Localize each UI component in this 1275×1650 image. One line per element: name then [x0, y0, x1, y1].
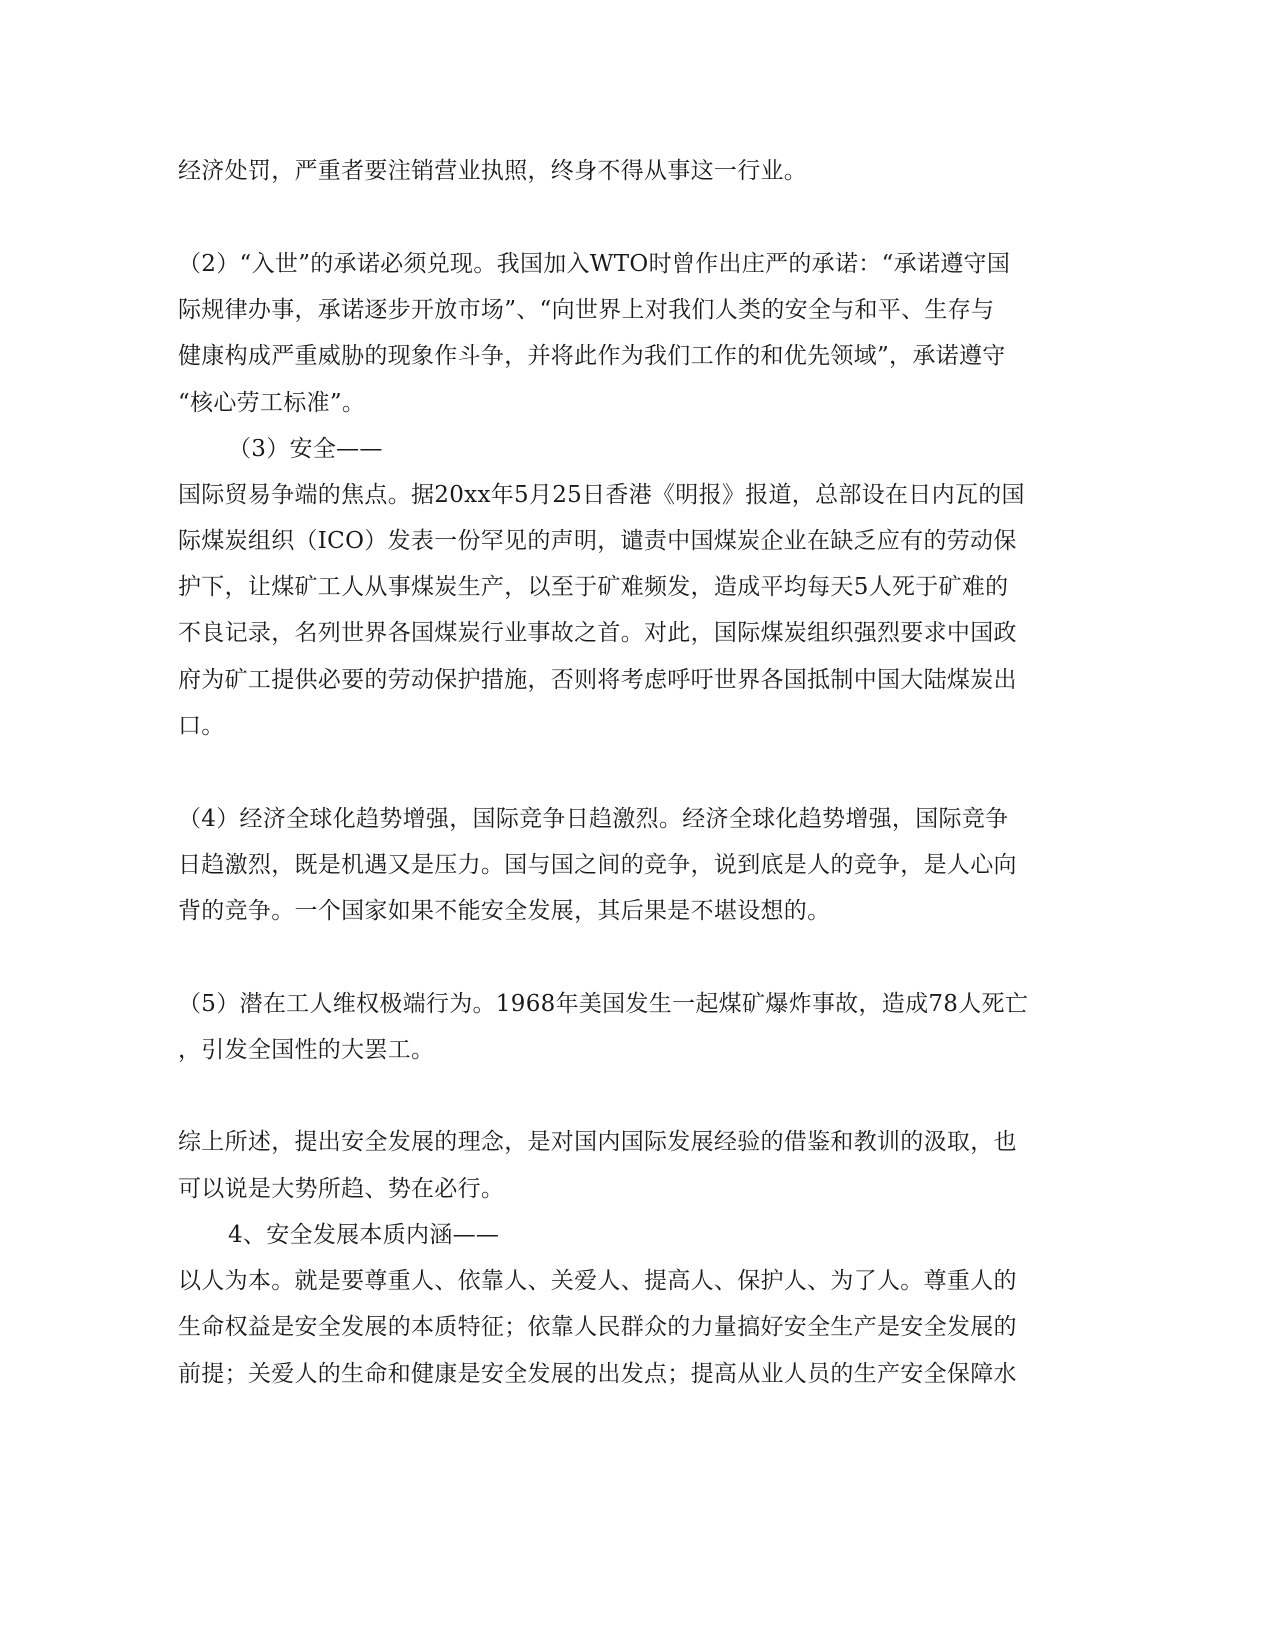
text-line: 府为矿工提供必要的劳动保护措施，否则将考虑呼吁世界各国抵制中国大陆煤炭出	[178, 667, 1017, 693]
section-heading: 4、安全发展本质内涵——	[228, 1222, 500, 1248]
text-line: 口。	[178, 713, 225, 739]
text-line: （2）“入世”的承诺必须兑现。我国加入WTO时曾作出庄严的承诺：“承诺遵守国	[178, 251, 1011, 277]
text-line: 不良记录，名列世界各国煤炭行业事故之首。对此，国际煤炭组织强烈要求中国政	[178, 620, 1017, 646]
text-line: 生命权益是安全发展的本质特征；依靠人民群众的力量搞好安全生产是安全发展的	[178, 1314, 1017, 1340]
text-line: “核心劳工标准”。	[178, 390, 366, 416]
text-line: 经济处罚，严重者要注销营业执照，终身不得从事这一行业。	[178, 158, 808, 184]
text-line: 日趋激烈，既是机遇又是压力。国与国之间的竞争，说到底是人的竞争，是人心向	[178, 852, 1017, 878]
text-line: 前提；关爱人的生命和健康是安全发展的出发点；提高从业人员的生产安全保障水	[178, 1361, 1017, 1387]
section-heading: （3）安全——	[228, 436, 383, 462]
text-line: （5）潜在工人维权极端行为。1968年美国发生一起煤矿爆炸事故，造成78人死亡	[178, 991, 1029, 1017]
text-line: ，引发全国性的大罢工。	[178, 1037, 435, 1063]
text-line: 际规律办事，承诺逐步开放市场”、“向世界上对我们人类的安全与和平、生存与	[178, 297, 995, 323]
text-line: 背的竞争。一个国家如果不能安全发展，其后果是不堪设想的。	[178, 898, 831, 924]
text-line: 际煤炭组织（ICO）发表一份罕见的声明，谴责中国煤炭企业在缺乏应有的劳动保	[178, 528, 1017, 554]
text-line: （4）经济全球化趋势增强，国际竞争日趋激烈。经济全球化趋势增强，国际竞争	[178, 806, 1009, 832]
text-line: 可以说是大势所趋、势在必行。	[178, 1176, 505, 1202]
text-line: 健康构成严重威胁的现象作斗争，并将此作为我们工作的和优先领域”，承诺遵守	[178, 343, 1006, 369]
text-line: 国际贸易争端的焦点。据20xx年5月25日香港《明报》报道，总部设在日内瓦的国	[178, 482, 1025, 508]
text-line: 以人为本。就是要尊重人、依靠人、关爱人、提高人、保护人、为了人。尊重人的	[178, 1268, 1017, 1294]
text-line: 综上所述，提出安全发展的理念，是对国内国际发展经验的借鉴和教训的汲取，也	[178, 1129, 1017, 1155]
text-line: 护下，让煤矿工人从事煤炭生产，以至于矿难频发，造成平均每天5人死于矿难的	[178, 574, 1009, 600]
